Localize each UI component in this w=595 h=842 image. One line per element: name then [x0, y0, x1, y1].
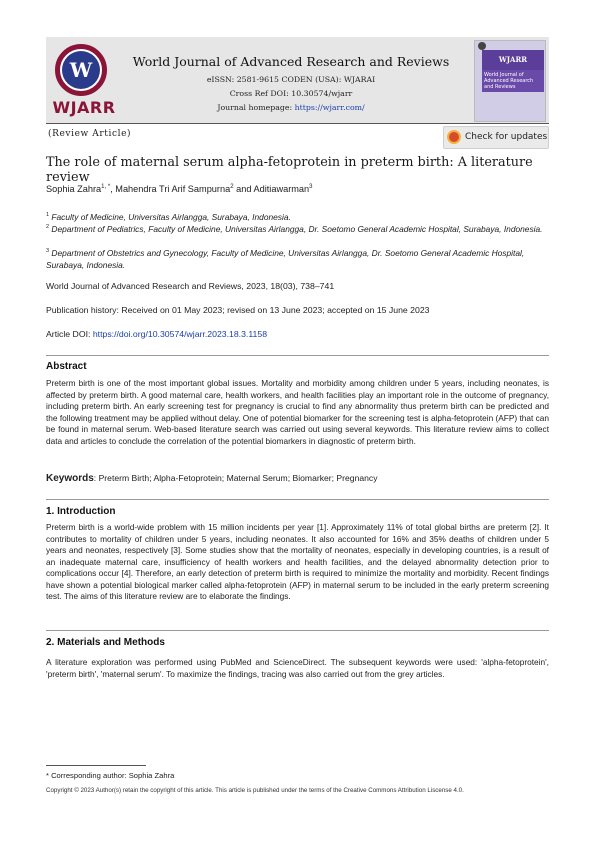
footnote-divider	[46, 765, 146, 766]
author-name: , Mahendra Tri Arif Sampurna	[110, 184, 231, 195]
keywords-text: : Preterm Birth; Alpha-Fetoprotein; Maternal Serum; Biomarker; Pregnancy	[93, 473, 378, 483]
keywords-label: Keywords	[46, 473, 94, 484]
article-title: The role of maternal serum alpha-fetoprotein in preterm birth: A literature review	[46, 155, 533, 185]
intro-heading: 1. Introduction	[46, 506, 116, 517]
section-divider	[46, 499, 549, 500]
affiliation	[46, 245, 551, 271]
affiliation-number: 3	[46, 248, 50, 254]
affiliation-text: Department of Obstetrics and Gynecology, Faculty of Medicine, Universitas Airlangga, Dr. Soetomo General Academic Hospital, Surabaya, Indonesia.	[46, 247, 525, 270]
header-divider	[46, 123, 549, 124]
article-type: (Review Article)	[48, 129, 132, 139]
methods-text: A literature exploration was performed using PubMed and ScienceDirect. The subsequent keywords were used: 'alpha-fetoprotein', 'preterm birth', 'maternal serum'. To maximize the findings, tracing was also carried out from the grey articles.	[46, 657, 549, 679]
citation: World Journal of Advanced Research and Reviews, 2023, 18(03), 738–741	[46, 281, 335, 291]
affiliation-number: 2	[46, 224, 50, 230]
journal-logo: W	[62, 51, 100, 89]
section-divider	[46, 630, 549, 631]
intro-text: Preterm birth is a world-wide problem with 15 million incidents per year [1]. Approximately 11% of total global births are preterm [2]. It contributes to mortality of children under 5 years, including neonates. It also accounted for 16% and 35% deaths of children under 5 years and neonates, respectively [3]. Some studies show that the mortality of neonates, especially in developing countries, is a result of an inadequate maternal care, insufficiency of health workers and health facilities, and the delayed abnormality detection prior to complications occur [4]. Therefore, an early detection of preterm birth is required to minimize the mortality and morbidity. Recent findings have shown a potential biological marker called alpha-fetoprotein (AFP) in maternal serum to be included in the early preterm screening test. The aims of this literature review are to elaborate the findings.	[46, 522, 549, 601]
affiliation-text: Faculty of Medicine, Universitas Airlangga, Surabaya, Indonesia.	[51, 211, 291, 222]
author-sup: 2	[230, 184, 234, 190]
abstract-text: Preterm birth is one of the most important global issues. Mortality and morbidity among children under 5 years, including neonates, is affected by preterm birth. A good maternal care, health workers, and health facilities play an important role in the outcome of pregnancy, including preterm birth. An early screening test for pregnancy is crucial to find any abnormality thus preterm birth can be predicted and the following treatment may be applied without delay. One of potential biomarker for the screening test is alpha-fetoprotein (AFP) that can be found in maternal serum. Web-based literature search was carried out using several keywords. This literature review aims to collect data and articles to conclude the correlation of the potential biomarkers in diagnostic of preterm birth.	[46, 378, 550, 446]
affiliation	[46, 221, 551, 235]
cover-seal-icon	[478, 42, 486, 50]
author-name: and Aditiawarman	[233, 184, 310, 195]
journal-issn: eISSN: 2581-9615 CODEN (USA): WJARAI	[206, 75, 376, 84]
article-doi	[46, 329, 551, 339]
affiliation-number: 1	[46, 212, 50, 218]
author-sup: 1, *	[101, 184, 111, 190]
check-updates-icon	[447, 130, 461, 144]
corresponding-author: * Corresponding author: Sophia Zahra	[46, 771, 175, 780]
author-name: Sophia Zahra	[46, 184, 102, 195]
publication-history: Publication history: Received on 01 May 2023; revised on 13 June 2023; accepted on 15 June 2023	[46, 305, 430, 315]
journal-homepage	[120, 103, 462, 112]
keywords	[46, 473, 378, 484]
author-sup: 3	[309, 184, 313, 190]
check-for-updates-label[interactable]: Check for updates	[465, 132, 548, 142]
methods-heading: 2. Materials and Methods	[46, 637, 165, 648]
journal-logo-text: WJARR	[52, 98, 116, 117]
section-divider	[46, 355, 549, 356]
abstract-heading: Abstract	[46, 361, 87, 372]
journal-crossref: Cross Ref DOI: 10.30574/wjarr	[229, 89, 353, 98]
cover-text: World Journal of Advanced Research and Reviews	[482, 70, 544, 92]
journal-homepage-label: Journal homepage:	[217, 103, 295, 112]
affiliation-text: Department of Pediatrics, Faculty of Medicine, Universitas Airlangga, Dr. Soetomo General Academic Hospital, Surabaya, Indonesia.	[51, 223, 543, 234]
journal-title: World Journal of Advanced Research and Reviews	[132, 54, 450, 69]
doi-label: Article DOI:	[46, 329, 93, 339]
copyright-notice: Copyright © 2023 Author(s) retain the copyright of this article. This article is published under the terms of the Creative Commons Attribution Liscense 4.0.	[46, 787, 464, 794]
journal-homepage-link[interactable]: https://wjarr.com/	[294, 103, 365, 112]
author-list	[46, 184, 312, 194]
cover-band: WJARR	[482, 50, 544, 70]
doi-link[interactable]: https://doi.org/10.30574/wjarr.2023.18.3.1158	[92, 329, 268, 339]
